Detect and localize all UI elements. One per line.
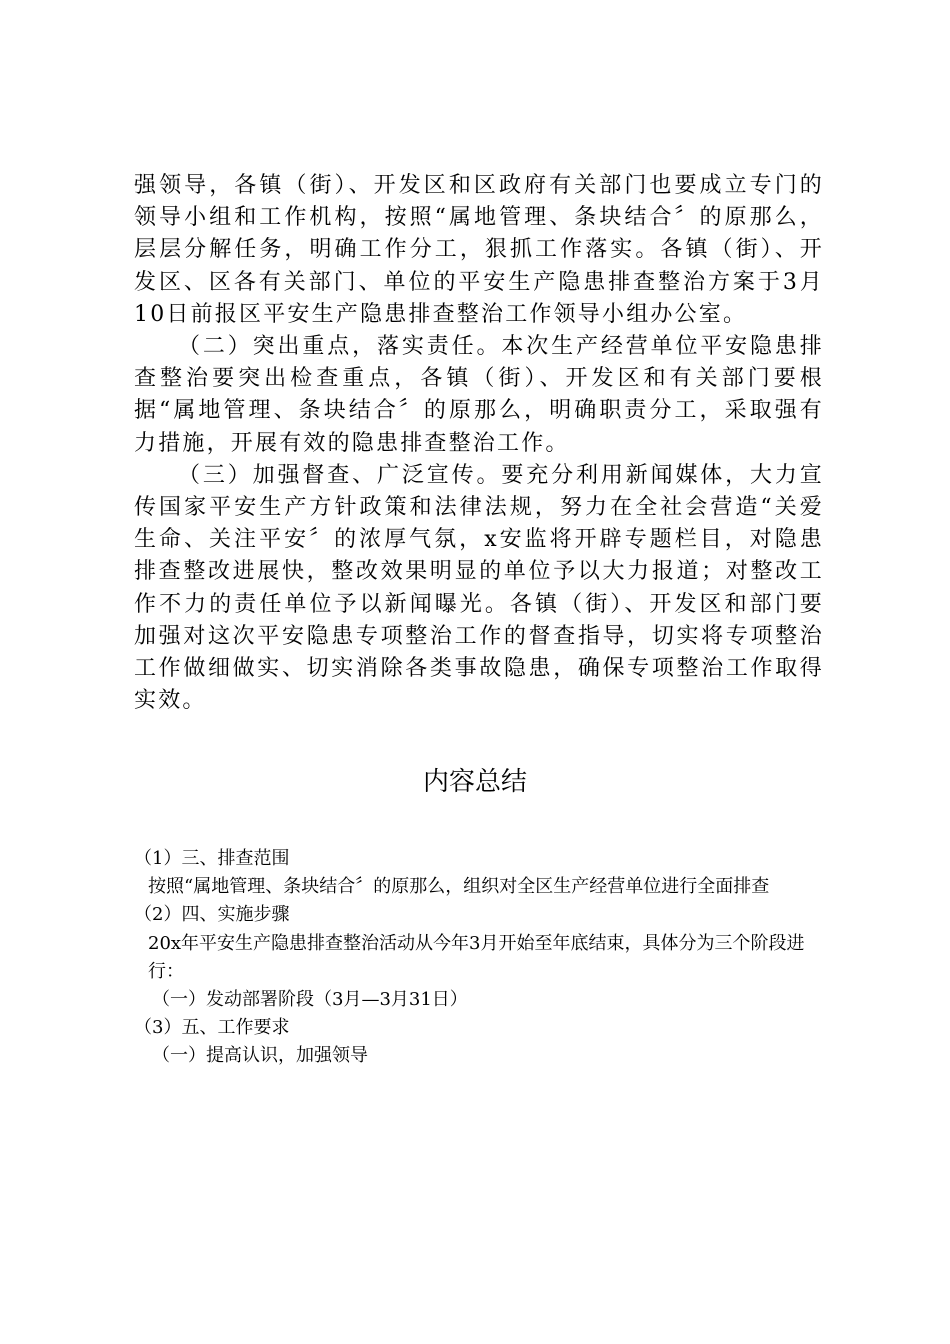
summary-list bbox=[134, 845, 826, 1071]
body-paragraph-3: （三）加强督查、广泛宣传。要充分利用新闻媒体，大力宣传国家平安生产方针政策和法律法规，努力在全社会营造“关爱生命、关注平安〞的浓厚气氛，x安监将开辟专题栏目，对隐患排查整改进展快，整改效果明显的单位予以大力报道；对整改工作不力的责任单位予以新闻曝光。各镇（街）、开发区和部门要加强对这次平安隐患专项整治工作的督查指导，切实将专项整治工作做细做实、切实消除各类事故隐患，确保专项整治工作取得实效。 bbox=[134, 462, 824, 714]
summary-item-1: （1）三、排查范围 bbox=[134, 848, 290, 869]
summary-title: 内容总结 bbox=[422, 767, 527, 797]
body-paragraph-2: （二）突出重点，落实责任。本次生产经营单位平安隐患排查整治要突出检查重点，各镇（街）、开发区和有关部门要根据“属地管理、条块结合〞的原那么，明确职责分工，采取强有力措施，开展有效的隐患排查整治工作。 bbox=[134, 334, 824, 456]
summary-item-2: 按照“属地管理、条块结合〞的原那么，组织对全区生产经营单位进行全面排查 bbox=[148, 876, 770, 898]
summary-item-4: 20x年平安生产隐患排查整治活动从今年3月开始至年底结束，具体分为三个阶段进行： bbox=[148, 932, 805, 982]
body-text bbox=[134, 170, 824, 717]
summary-item-7: （一）提高认识，加强领导 bbox=[152, 1045, 368, 1067]
summary-item-3: （2）四、实施步骤 bbox=[134, 904, 290, 926]
summary-item-6: （3）五、工作要求 bbox=[134, 1017, 290, 1039]
body-paragraph-1: 强领导，各镇（街）、开发区和区政府有关部门也要成立专门的领导小组和工作机构，按照“属地管理、条块结合〞的原那么，层层分解任务，明确工作分工，狠抓工作落实。各镇（街）、开发区、区各有关部门、单位的平安生产隐患排查整治方案于3月10日前报区平安生产隐患排查整治工作领导小组办公室。 bbox=[134, 173, 824, 327]
summary-item-5: （一）发动部署阶段（3月—3月31日） bbox=[152, 989, 468, 1011]
